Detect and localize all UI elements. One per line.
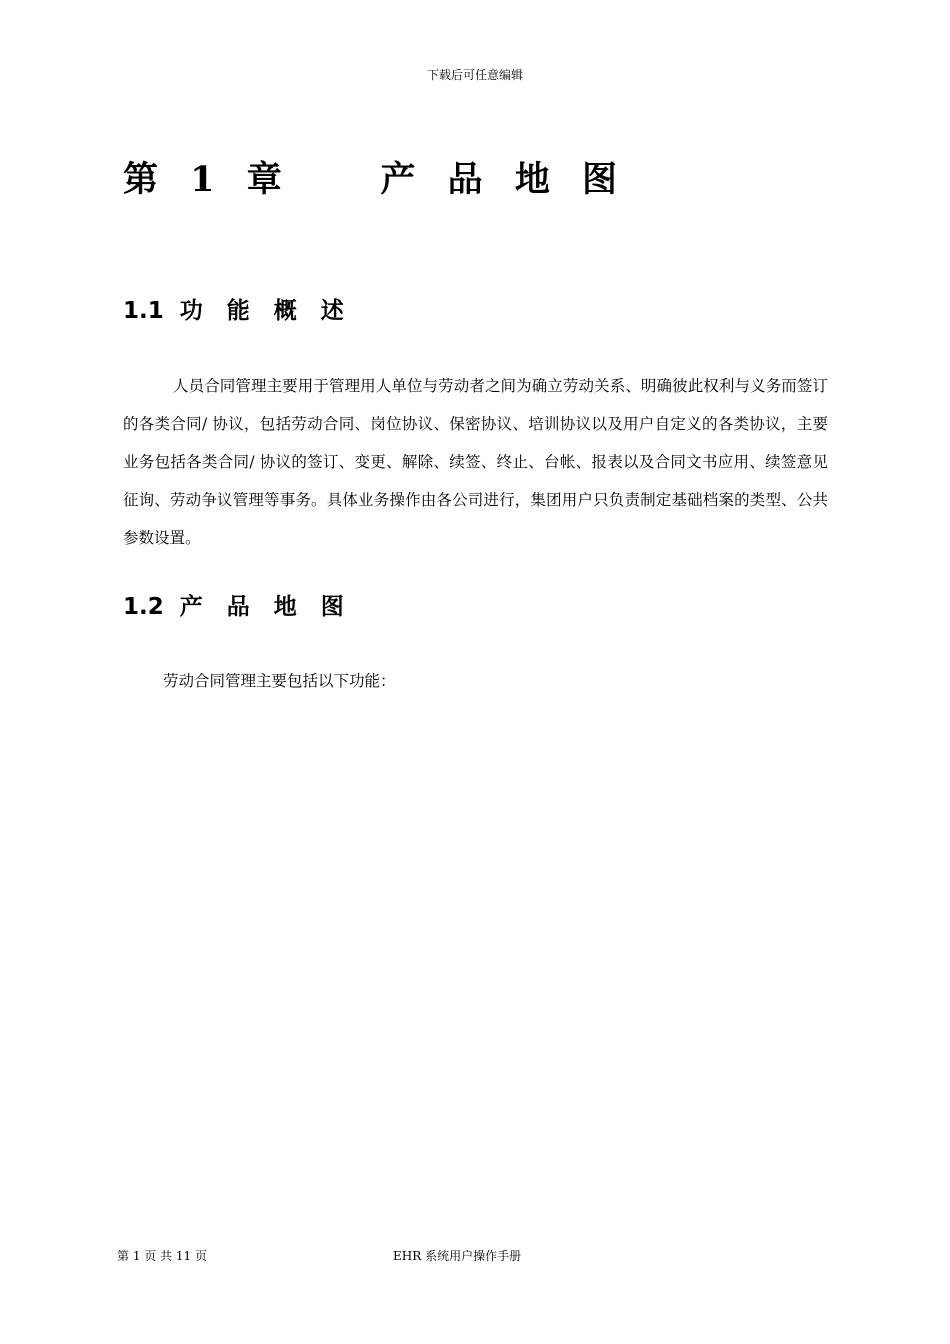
- section-number: 1.1: [123, 298, 164, 324]
- product-map-paragraph: 劳动合同管理主要包括以下功能：: [163, 672, 396, 690]
- section-title: 功 能 概 述: [179, 298, 352, 324]
- section-heading-product-map: [123, 588, 352, 621]
- chapter-title: 第 1 章 产 品 地 图: [123, 159, 628, 200]
- section-heading-overview: [123, 292, 352, 325]
- page-number: 第 1 页 共 11 页: [117, 1249, 207, 1263]
- document-title: EHR 系统用户操作手册: [393, 1249, 522, 1263]
- section-title: 产 品 地 图: [179, 594, 352, 620]
- overview-paragraph: 人员合同管理主要用于管理用人单位与劳动者之间为确立劳动关系、明确彼此权利与义务而签订的各类合同/ 协议，包括劳动合同、岗位协议、保密协议、培训协议以及用户自定义的各类协议，主要业务包括各类合同/ 协议的签订、变更、解除、续签、终止、台帐、报表以及合同文书应用、续签意见征询、劳动争议管理等事务。具体业务操作由各公司进行，集团用户只负责制定基础档案的类型、公共参数设置。: [123, 377, 828, 547]
- page-header: 下载后可任意编辑: [426, 68, 523, 82]
- section-number: 1.2: [123, 594, 164, 620]
